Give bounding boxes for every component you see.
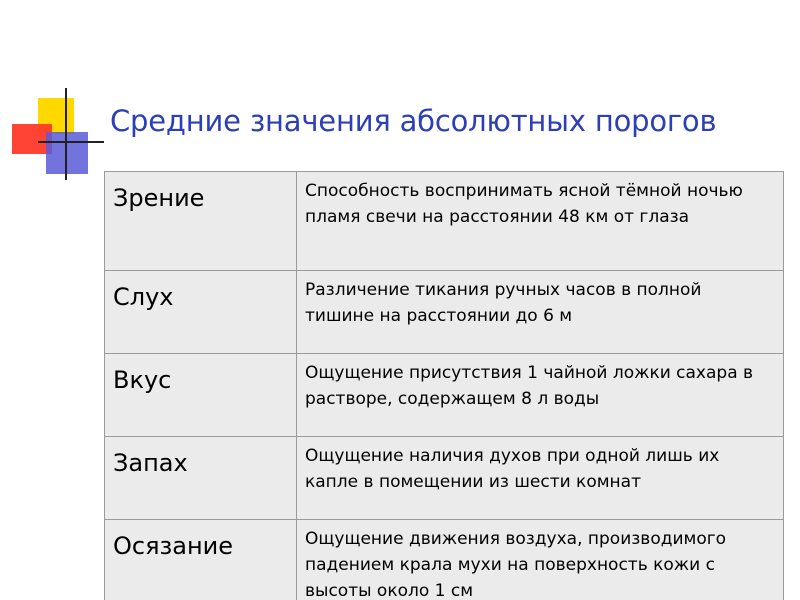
sense-cell: Вкус	[105, 354, 297, 437]
logo-horizontal-line	[38, 141, 104, 143]
description-cell: Различение тикания ручных часов в полной тишине на расстоянии до 6 м	[297, 271, 784, 354]
sense-cell: Слух	[105, 271, 297, 354]
decorative-logo-icon	[0, 0, 110, 190]
description-cell: Ощущение движения воздуха, производимого падением крала мухи на поверхность кожи с высоты около 1 см	[297, 520, 784, 600]
table-row	[105, 271, 784, 354]
logo-blue-square	[46, 132, 88, 174]
thresholds-table	[104, 171, 784, 600]
table-row	[105, 437, 784, 520]
slide-title: Средние значения абсолютных порогов	[110, 104, 717, 138]
table-row	[105, 172, 784, 271]
table-row	[105, 354, 784, 437]
description-cell: Способность воспринимать ясной тёмной ночью пламя свечи на расстоянии 48 км от глаза	[297, 172, 784, 271]
description-cell: Ощущение наличия духов при одной лишь их капле в помещении из шести комнат	[297, 437, 784, 520]
description-cell: Ощущение присутствия 1 чайной ложки сахара в растворе, содержащем 8 л воды	[297, 354, 784, 437]
sense-cell: Осязание	[105, 520, 297, 600]
sense-cell: Запах	[105, 437, 297, 520]
table-row	[105, 520, 784, 600]
sense-cell: Зрение	[105, 172, 297, 271]
logo-vertical-line	[65, 88, 67, 180]
